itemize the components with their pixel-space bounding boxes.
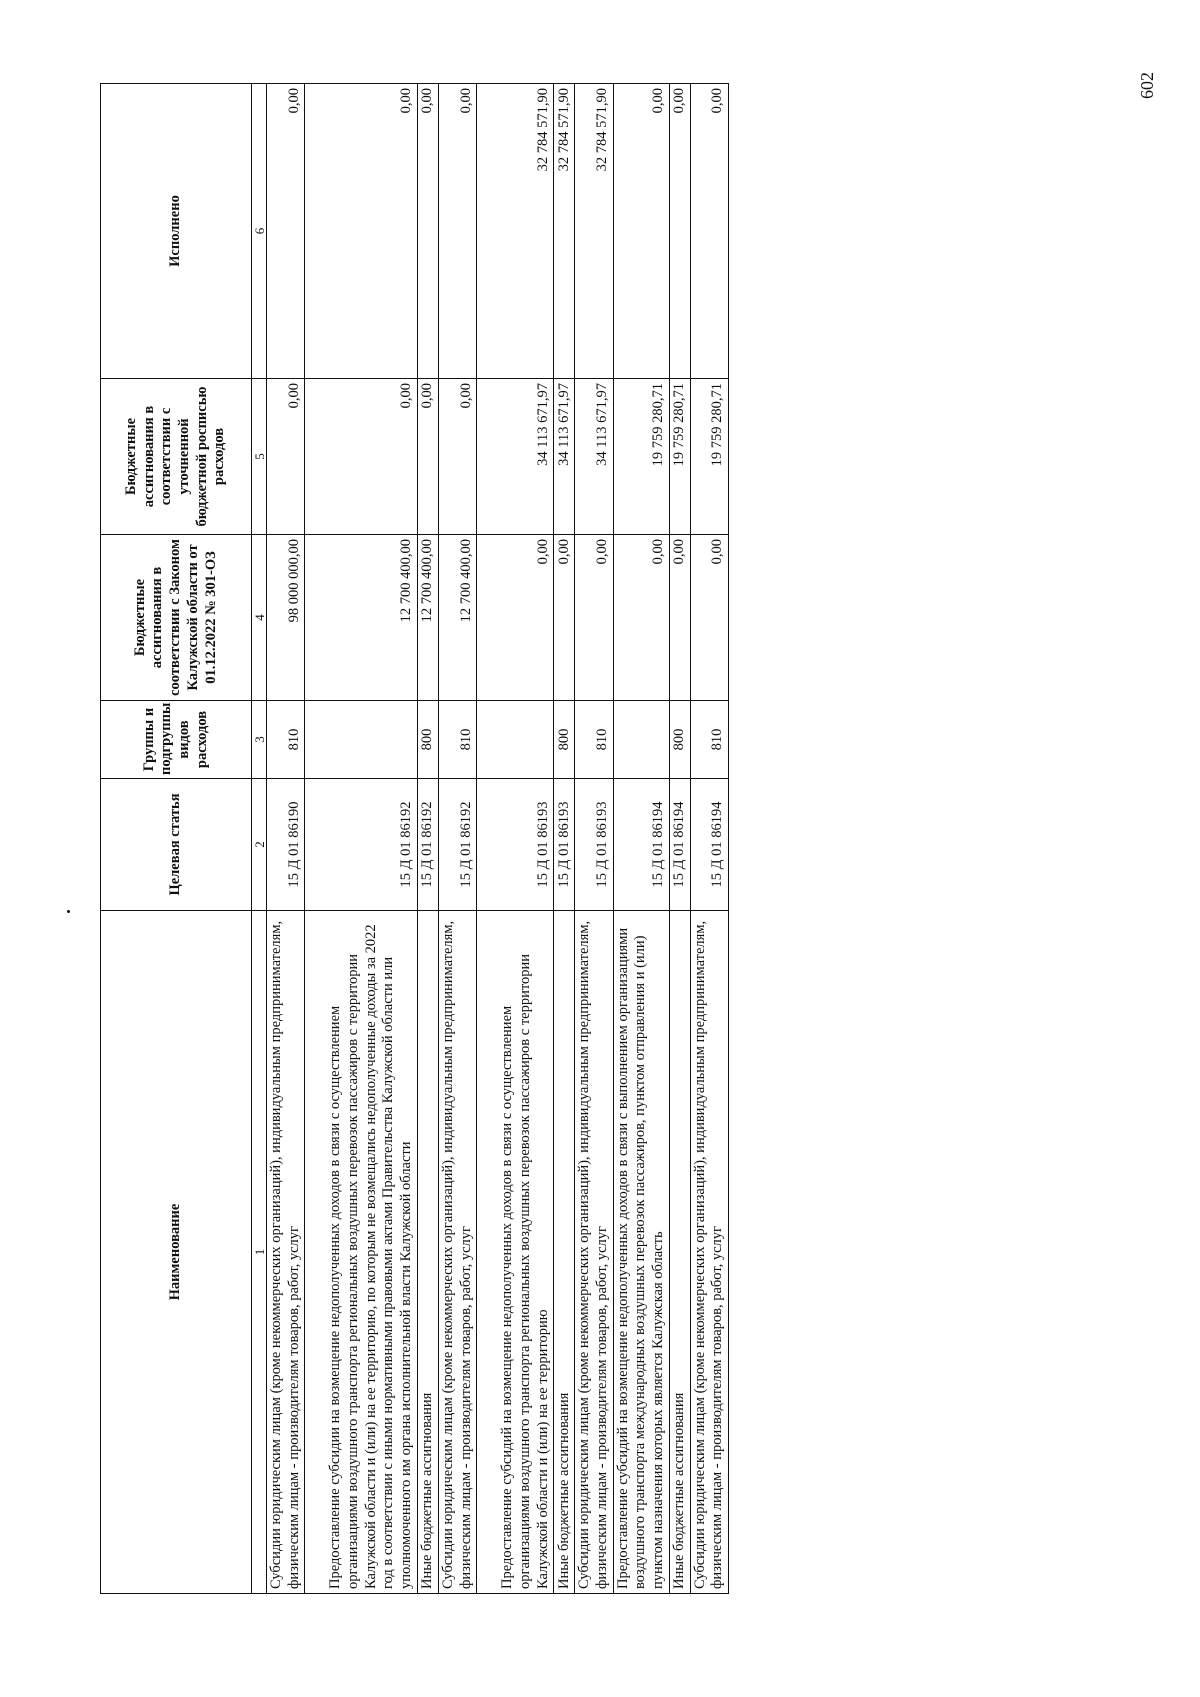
row-executed-amount: 0,00 — [417, 84, 438, 379]
row-expense-group: 810 — [690, 701, 728, 779]
row-law-amount: 0,00 — [477, 535, 554, 701]
row-name: Субсидии юридическим лицам (кроме некоммерческих организаций), индивидуальным предпринимателям, физическим лицам - производителям товаров, работ, услуг — [575, 911, 613, 1594]
row-target-article: 15 Д 01 86190 — [267, 779, 305, 911]
row-name: Субсидии юридическим лицам (кроме некоммерческих организаций), индивидуальным предпринимателям, физическим лицам - производителям товаров, работ, услуг — [690, 911, 728, 1594]
row-executed-amount: 0,00 — [305, 84, 417, 379]
row-target-article: 15 Д 01 86193 — [554, 779, 575, 911]
row-target-article: 15 Д 01 86192 — [438, 779, 476, 911]
row-name: Субсидии юридическим лицам (кроме некоммерческих организаций), индивидуальным предпринимателям, физическим лицам - производителям товаров, работ, услуг — [438, 911, 476, 1594]
row-revised-amount: 34 113 671,97 — [575, 379, 613, 535]
column-number: 5 — [252, 379, 267, 535]
table-row — [477, 84, 554, 1594]
row-target-article: 15 Д 01 86194 — [690, 779, 728, 911]
header-row — [101, 84, 252, 1594]
row-target-article: 15 Д 01 86193 — [477, 779, 554, 911]
column-number: 6 — [252, 84, 267, 379]
row-revised-amount: 19 759 280,71 — [613, 379, 669, 535]
row-law-amount: 0,00 — [669, 535, 690, 701]
row-executed-amount: 0,00 — [669, 84, 690, 379]
table-row — [417, 84, 438, 1594]
row-expense-group — [613, 701, 669, 779]
row-name: Иные бюджетные ассигнования — [417, 911, 438, 1594]
row-target-article: 15 Д 01 86194 — [613, 779, 669, 911]
row-target-article: 15 Д 01 86193 — [575, 779, 613, 911]
row-law-amount: 12 700 400,00 — [305, 535, 417, 701]
rotated-table-frame — [100, 84, 1200, 1594]
row-name: Иные бюджетные ассигнования — [554, 911, 575, 1594]
row-law-amount: 0,00 — [613, 535, 669, 701]
header-revised-allocations: Бюджетные ассигнования в соответствии с уточненной бюджетной росписью расходов — [101, 379, 252, 535]
header-name: Наименование — [101, 911, 252, 1594]
row-expense-group — [477, 701, 554, 779]
row-revised-amount: 19 759 280,71 — [690, 379, 728, 535]
row-target-article: 15 Д 01 86192 — [417, 779, 438, 911]
row-executed-amount: 32 784 571,90 — [575, 84, 613, 379]
row-expense-group: 810 — [438, 701, 476, 779]
row-target-article: 15 Д 01 86192 — [305, 779, 417, 911]
scan-speck — [67, 910, 70, 913]
table-row — [267, 84, 305, 1594]
row-name: Предоставление субсидий на возмещение недополученных доходов в связи с выполнением организациями воздушного транспорта международных воздушных перевозок пассажиров, пунктом отправления и (или) пунктом назначения которых является Калужская область — [613, 911, 669, 1594]
row-executed-amount: 32 784 571,90 — [477, 84, 554, 379]
column-number-row — [252, 84, 267, 1594]
header-expense-groups: Группы и подгруппы видов расходов — [101, 701, 252, 779]
table-row — [554, 84, 575, 1594]
row-law-amount: 0,00 — [575, 535, 613, 701]
row-executed-amount: 32 784 571,90 — [554, 84, 575, 379]
row-name: Иные бюджетные ассигнования — [669, 911, 690, 1594]
table-row — [669, 84, 690, 1594]
row-revised-amount: 0,00 — [438, 379, 476, 535]
row-expense-group: 800 — [554, 701, 575, 779]
row-revised-amount: 34 113 671,97 — [477, 379, 554, 535]
row-executed-amount: 0,00 — [613, 84, 669, 379]
row-name: Предоставление субсидии на возмещение недополученных доходов в связи с осуществлением организациями воздушного транспорта региональных воздушных перевозок пассажиров с территории Калужской области и (или) на ее территорию, по которым не возмещались недополученные доходы за 2022 год в соответствии с иными нормативными правовыми актами Правительства Калужской области или уполномоченного им органа исполнительной власти Калужской области — [305, 911, 417, 1594]
table-row — [575, 84, 613, 1594]
row-expense-group: 800 — [669, 701, 690, 779]
row-revised-amount: 34 113 671,97 — [554, 379, 575, 535]
row-executed-amount: 0,00 — [438, 84, 476, 379]
column-number: 1 — [252, 911, 267, 1594]
row-executed-amount: 0,00 — [267, 84, 305, 379]
table-row — [690, 84, 728, 1594]
page-number: 602 — [1137, 72, 1157, 99]
row-expense-group: 810 — [575, 701, 613, 779]
column-number: 2 — [252, 779, 267, 911]
row-revised-amount: 0,00 — [417, 379, 438, 535]
row-name: Предоставление субсидий на возмещение недополученных доходов в связи с осуществлением организациями воздушного транспорта региональных воздушных перевозок пассажиров с территории Калужской области и (или) на ее территорию — [477, 911, 554, 1594]
row-law-amount: 98 000 000,00 — [267, 535, 305, 701]
row-expense-group: 800 — [417, 701, 438, 779]
table-row — [613, 84, 669, 1594]
row-law-amount: 12 700 400,00 — [417, 535, 438, 701]
header-target-article: Целевая статья — [101, 779, 252, 911]
column-number: 3 — [252, 701, 267, 779]
row-revised-amount: 0,00 — [305, 379, 417, 535]
row-expense-group — [305, 701, 417, 779]
document-area — [100, 84, 1200, 1594]
row-executed-amount: 0,00 — [690, 84, 728, 379]
column-number: 4 — [252, 535, 267, 701]
row-law-amount: 0,00 — [690, 535, 728, 701]
budget-table — [100, 83, 729, 1594]
row-expense-group: 810 — [267, 701, 305, 779]
row-name: Субсидии юридическим лицам (кроме некоммерческих организаций), индивидуальным предпринимателям, физическим лицам - производителям товаров, работ, услуг — [267, 911, 305, 1594]
header-executed: Исполнено — [101, 84, 252, 379]
row-law-amount: 12 700 400,00 — [438, 535, 476, 701]
table-row — [438, 84, 476, 1594]
row-revised-amount: 19 759 280,71 — [669, 379, 690, 535]
header-law-allocations: Бюджетные ассигнования в соответствии с Законом Калужской области от 01.12.2022 № 301-ОЗ — [101, 535, 252, 701]
table-row — [305, 84, 417, 1594]
row-law-amount: 0,00 — [554, 535, 575, 701]
row-revised-amount: 0,00 — [267, 379, 305, 535]
row-target-article: 15 Д 01 86194 — [669, 779, 690, 911]
